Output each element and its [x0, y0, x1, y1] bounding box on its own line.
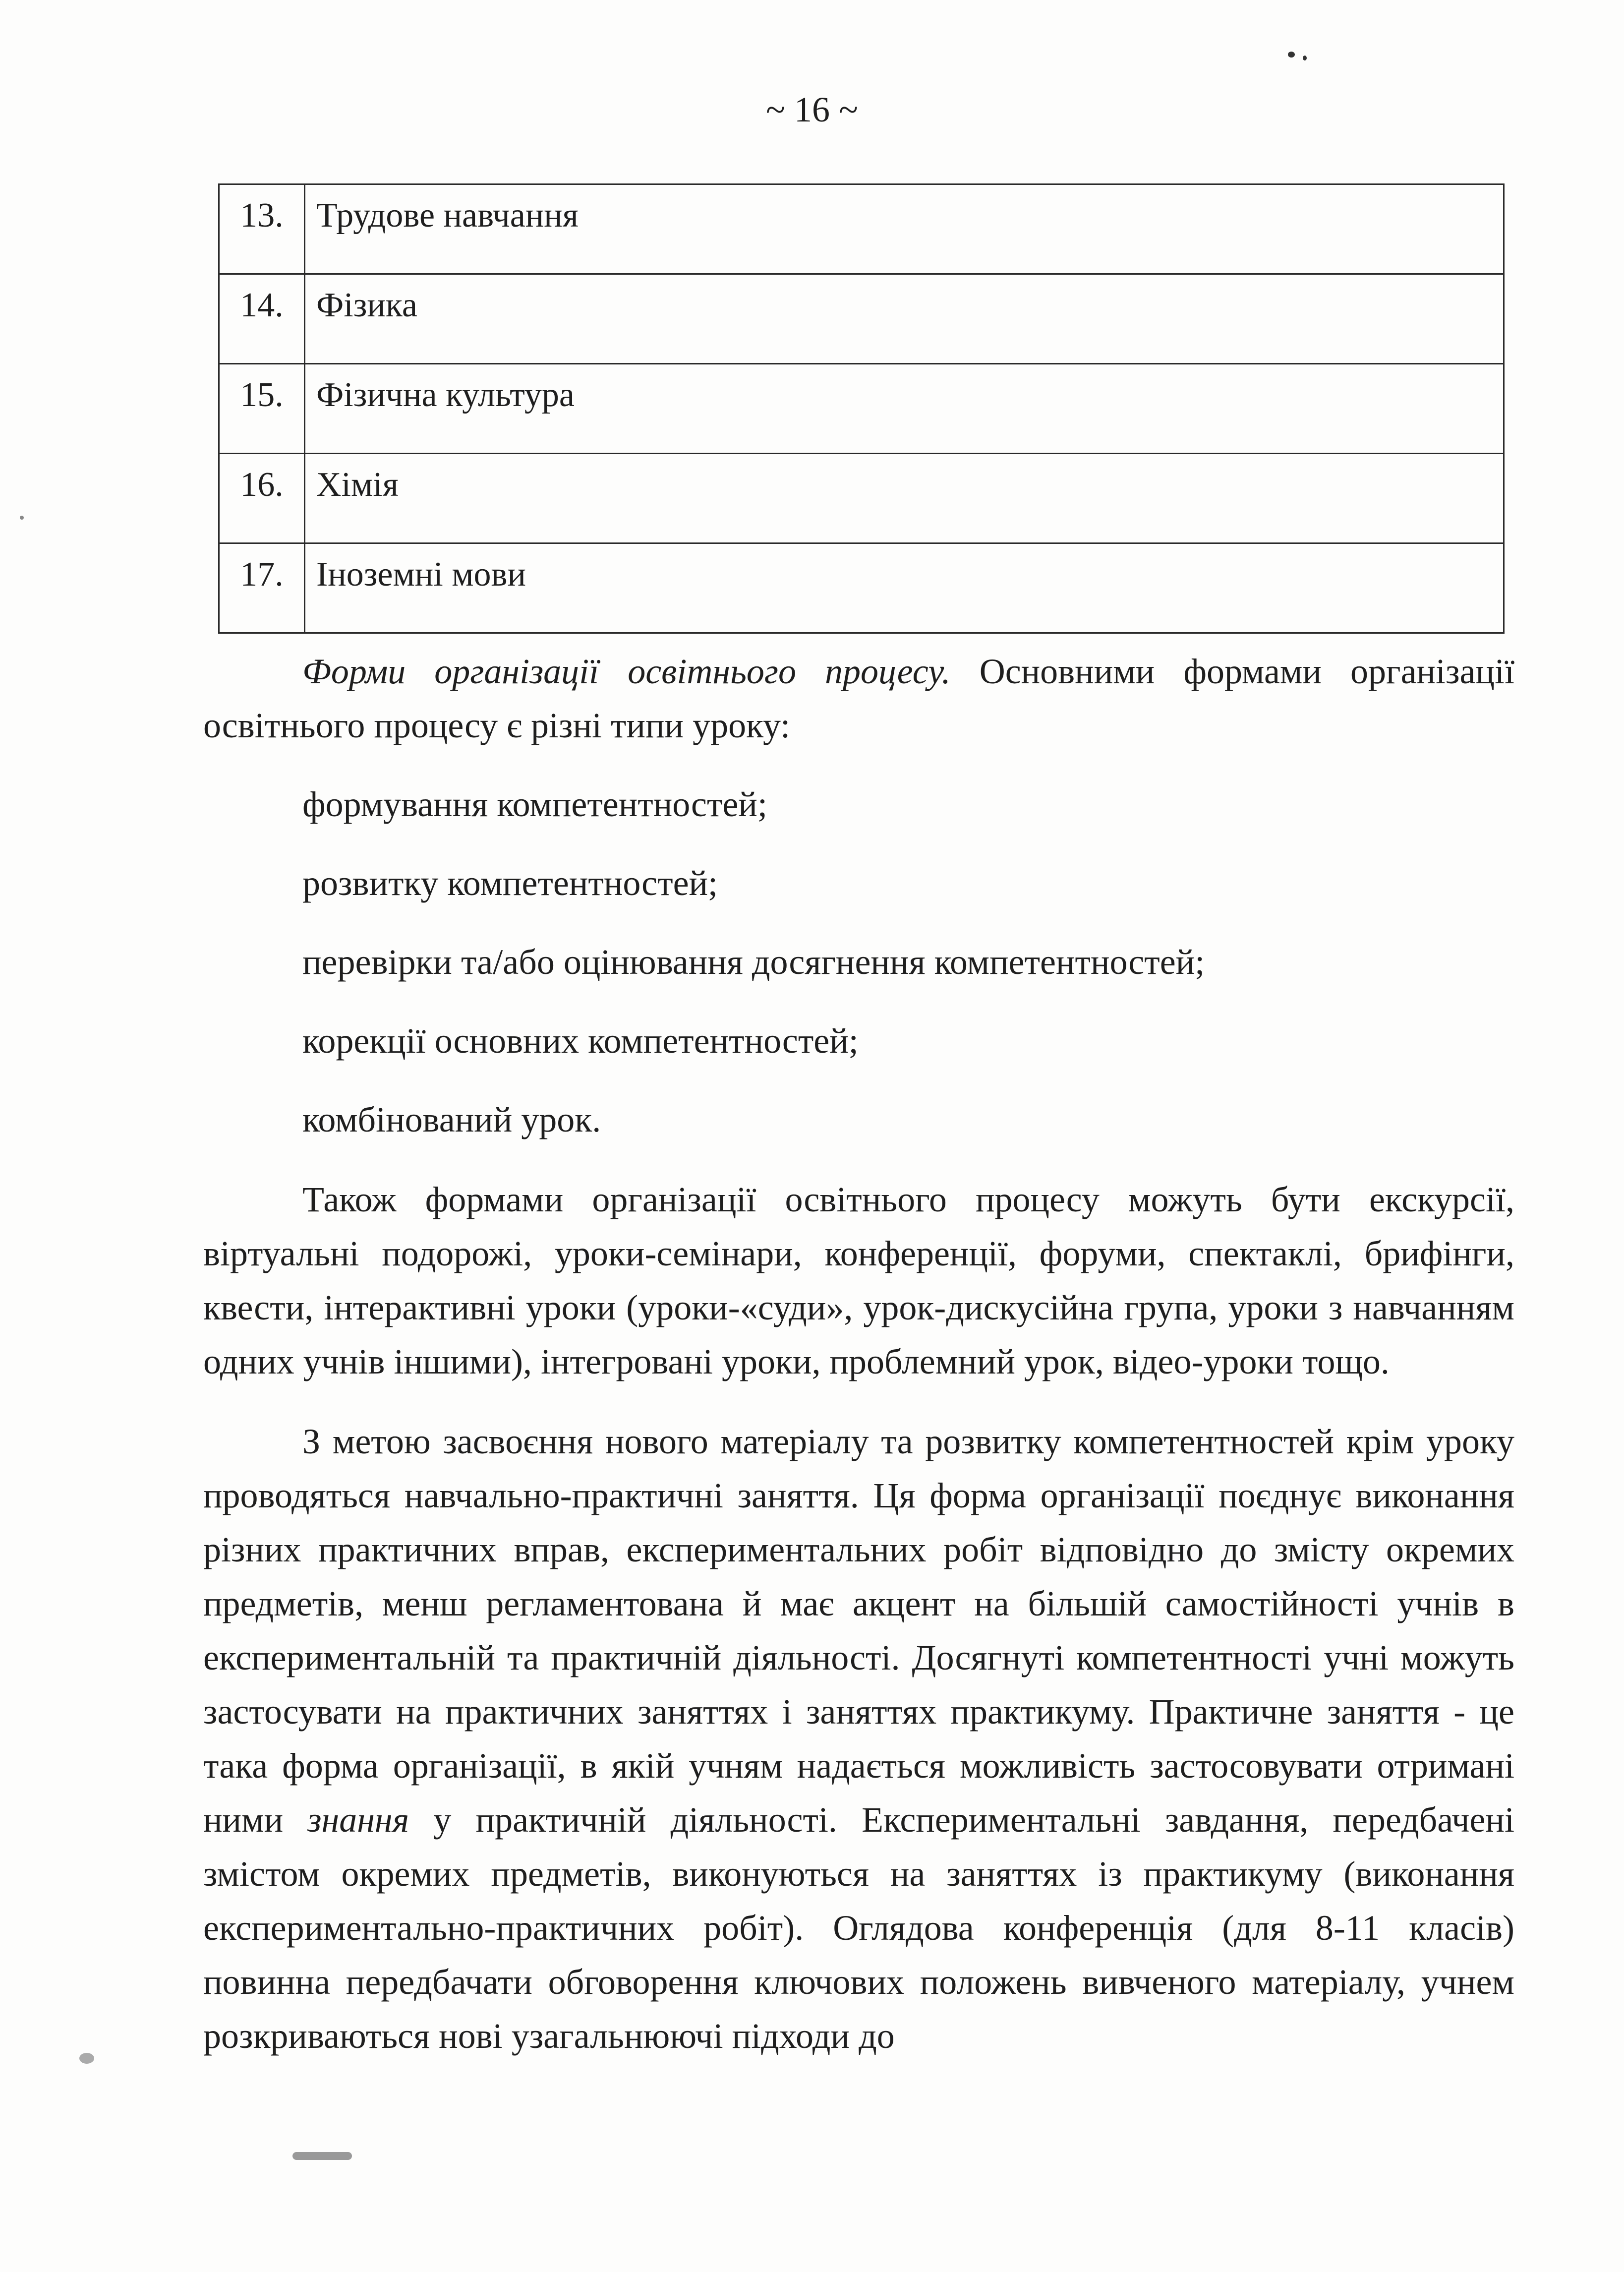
row-number: 15. — [219, 364, 305, 454]
row-number: 13. — [219, 184, 305, 274]
subject-name: Фізична культура — [305, 364, 1504, 454]
scan-speck — [1288, 52, 1295, 58]
page-number: ~ 16 ~ — [766, 90, 858, 129]
list-item: формування компетентностей; — [302, 784, 767, 824]
list-item: комбінований урок. — [302, 1100, 601, 1139]
row-number: 14. — [219, 274, 305, 364]
row-number: 17. — [219, 543, 305, 633]
scan-speck — [292, 2152, 352, 2160]
paragraph-practical-lessons — [203, 1415, 1514, 2063]
subject-name: Іноземні мови — [305, 543, 1504, 633]
subjects-table — [218, 183, 1505, 634]
table-row — [219, 454, 1504, 543]
italic-term: знання — [307, 1800, 409, 1840]
subject-name: Хімія — [305, 454, 1504, 543]
subject-name: Трудове навчання — [305, 184, 1504, 274]
scan-speck — [79, 2053, 94, 2064]
scan-speck — [20, 516, 24, 520]
paragraph-text: З метою засвоєння нового матеріалу та розвитку компетентностей крім уроку проводяться навчально-практичні заняття. Ця форма організації поєднує виконання різних практичних вправ, експериментальних робіт відповідно до змісту окремих предметів, менш регламентована й має акцент на більшій самостійності учнів в експериментальній та практичній діяльності. Досягнуті компетентності учні можуть застосувати на практичних заняттях і заняттях практикуму. Практичне заняття - це така форма організації, в якій учням надається можливість застосовувати отримані ними — [203, 1422, 1514, 1840]
paragraph-text: у практичній діяльності. Експериментальні завдання, передбачені змістом окремих предметів, виконуються на заняттях із практикуму (виконання експериментально-практичних робіт). Оглядова конференція (для 8-11 класів) повинна передбачати обговорення ключових положень вивченого матеріалу, учнем розкриваються нові узагальнюючі підходи до — [203, 1800, 1515, 2056]
body-text — [203, 645, 1514, 2063]
paragraph-forms-extra: Також формами організації освітнього процесу можуть бути екскурсії, віртуальні подорожі, уроки-семінари, конференції, форуми, спектаклі, брифінги, квести, інтерактивні уроки (уроки-«суди», урок-дискусійна група, уроки з навчанням одних учнів іншими), інтегровані уроки, проблемний урок, відео-уроки тощо. — [203, 1180, 1514, 1381]
list-item: розвитку компетентностей; — [302, 863, 718, 903]
subject-name: Фізика — [305, 274, 1504, 364]
forms-intro-paragraph — [203, 645, 1514, 753]
table-row — [219, 274, 1504, 364]
list-item: корекції основних компетентностей; — [302, 1021, 859, 1061]
list-item: перевірки та/або оцінювання досягнення компетентностей; — [302, 942, 1205, 982]
forms-intro-text: Основними формами організації освітнього процесу є різні типи уроку: — [203, 652, 1514, 745]
forms-heading: Форми організації освітнього процесу. — [302, 652, 951, 691]
row-number: 16. — [219, 454, 305, 543]
table-row — [219, 543, 1504, 633]
scan-speck — [1303, 56, 1307, 60]
table-row — [219, 364, 1504, 454]
table-row — [219, 184, 1504, 274]
